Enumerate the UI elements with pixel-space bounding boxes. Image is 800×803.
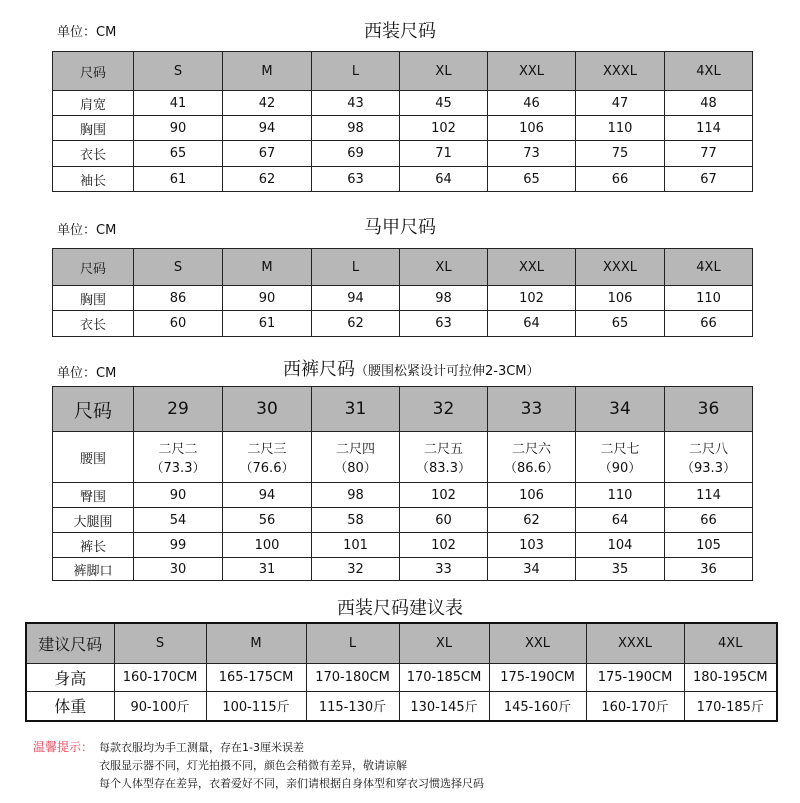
table-cell: 114 (665, 116, 753, 141)
table-cell: 二尺六 （86.6） (488, 432, 576, 483)
table-cell: 165-175CM (206, 663, 306, 691)
row-label: 衣长 (53, 311, 134, 337)
table-cell: 32 (400, 387, 488, 432)
table-cell: 160-170斤 (586, 691, 684, 721)
table-cell: 67 (665, 167, 753, 192)
table-cell: 65 (576, 311, 665, 337)
table-cell: 31 (223, 558, 312, 581)
row-label: 尺码 (53, 387, 134, 432)
table-row (53, 311, 753, 337)
table-cell: 64 (400, 167, 488, 192)
table-cell: L (312, 52, 400, 91)
table-cell: S (114, 623, 206, 663)
table-cell: L (312, 249, 400, 286)
table-row (26, 691, 777, 721)
table-cell: 106 (576, 286, 665, 311)
table-cell: 106 (488, 116, 576, 141)
table-cell: 160-170CM (114, 663, 206, 691)
table-cell: 100-115斤 (206, 691, 306, 721)
table-row (53, 432, 753, 483)
table-cell: 170-180CM (306, 663, 399, 691)
note-line: 衣服显示器不同，灯光拍摄不同，颜色会稍微有差异，敬请谅解 (99, 759, 407, 772)
table-cell: 二尺二 （73.3） (134, 432, 223, 483)
table-cell: 62 (488, 508, 576, 533)
table-cell: 75 (576, 141, 665, 167)
table-cell: XL (400, 249, 488, 286)
table-cell: 98 (312, 483, 400, 508)
table-cell: 61 (223, 311, 312, 337)
suit-size-table (52, 51, 753, 192)
suit-unit: 单位：CM (57, 25, 117, 40)
table-cell: S (134, 52, 223, 91)
table-cell: 101 (312, 533, 400, 558)
table-cell: 60 (400, 508, 488, 533)
table-cell: 56 (223, 508, 312, 533)
suit-title: 西装尺码 (364, 21, 436, 42)
table-cell: 90 (223, 286, 312, 311)
table-row (53, 116, 753, 141)
row-label: 衣长 (53, 141, 134, 167)
table-cell: S (134, 249, 223, 286)
table-cell: 64 (488, 311, 576, 337)
table-cell: 66 (576, 167, 665, 192)
table-cell: 34 (576, 387, 665, 432)
row-label: 身高 (26, 663, 114, 691)
table-cell: 二尺七 （90） (576, 432, 665, 483)
table-cell: 62 (223, 167, 312, 192)
note-line: 每款衣服均为手工测量，存在1-3厘米误差 (99, 741, 304, 754)
table-cell: 二尺五 （83.3） (400, 432, 488, 483)
table-row (53, 533, 753, 558)
table-cell: 33 (488, 387, 576, 432)
row-label: 体重 (26, 691, 114, 721)
table-cell: 二尺三 （76.6） (223, 432, 312, 483)
table-cell: 二尺四 （80） (312, 432, 400, 483)
row-label: 腰围 (53, 432, 134, 483)
table-cell: 94 (223, 483, 312, 508)
row-label: 胸围 (53, 286, 134, 311)
table-cell: 170-185斤 (684, 691, 777, 721)
table-row (53, 141, 753, 167)
row-label: 尺码 (53, 249, 134, 286)
table-cell: 67 (223, 141, 312, 167)
table-cell: 32 (312, 558, 400, 581)
table-cell: 4XL (665, 52, 753, 91)
pants-size-table (52, 386, 753, 581)
pants-unit: 单位：CM (57, 366, 117, 381)
table-cell: XXXL (586, 623, 684, 663)
advice-title: 西装尺码建议表 (337, 598, 463, 619)
row-label: 建议尺码 (26, 623, 114, 663)
table-cell: 63 (312, 167, 400, 192)
table-cell: 100 (223, 533, 312, 558)
table-cell: 110 (665, 286, 753, 311)
table-cell: 99 (134, 533, 223, 558)
table-cell: L (306, 623, 399, 663)
table-cell: 4XL (665, 249, 753, 286)
table-cell: 175-190CM (489, 663, 586, 691)
table-cell: 102 (488, 286, 576, 311)
table-cell: 175-190CM (586, 663, 684, 691)
table-cell: 106 (488, 483, 576, 508)
table-cell: 114 (665, 483, 753, 508)
table-cell: 180-195CM (684, 663, 777, 691)
table-cell: 58 (312, 508, 400, 533)
table-cell: XXXL (576, 52, 665, 91)
row-label: 裤脚口 (53, 558, 134, 581)
pants-subtitle: （腰围松紧设计可拉伸2-3CM） (355, 364, 540, 379)
table-cell: 110 (576, 116, 665, 141)
table-cell: 103 (488, 533, 576, 558)
table-cell: 102 (400, 483, 488, 508)
table-cell: XXL (488, 52, 576, 91)
table-cell: 65 (488, 167, 576, 192)
table-cell: 41 (134, 91, 223, 116)
table-cell: 43 (312, 91, 400, 116)
table-cell: 36 (665, 558, 753, 581)
table-row (53, 558, 753, 581)
table-cell: XXL (489, 623, 586, 663)
row-label: 袖长 (53, 167, 134, 192)
table-cell: 90 (134, 483, 223, 508)
table-cell: 77 (665, 141, 753, 167)
table-cell: 48 (665, 91, 753, 116)
table-cell: 71 (400, 141, 488, 167)
table-cell: 63 (400, 311, 488, 337)
table-cell: 170-185CM (399, 663, 489, 691)
table-cell: 42 (223, 91, 312, 116)
row-label: 裤长 (53, 533, 134, 558)
table-cell: 64 (576, 508, 665, 533)
table-cell: 61 (134, 167, 223, 192)
pants-title: 西裤尺码 (283, 359, 355, 380)
row-label: 尺码 (53, 52, 134, 91)
header-row (53, 249, 753, 286)
table-cell: 102 (400, 116, 488, 141)
notes-label: 温馨提示： (33, 740, 94, 754)
table-cell: 98 (400, 286, 488, 311)
table-cell: 90-100斤 (114, 691, 206, 721)
table-cell: 35 (576, 558, 665, 581)
table-cell: 98 (312, 116, 400, 141)
table-cell: XL (399, 623, 489, 663)
table-row (26, 663, 777, 691)
table-cell: 4XL (684, 623, 777, 663)
table-cell: 66 (665, 508, 753, 533)
table-cell: M (223, 52, 312, 91)
vest-title: 马甲尺码 (364, 217, 436, 238)
table-cell: M (206, 623, 306, 663)
vest-size-table (52, 248, 753, 337)
table-cell: 31 (312, 387, 400, 432)
table-cell: XXXL (576, 249, 665, 286)
table-cell: 145-160斤 (489, 691, 586, 721)
table-cell: 29 (134, 387, 223, 432)
table-row (53, 483, 753, 508)
row-label: 大腿围 (53, 508, 134, 533)
note-line: 每个人体型存在差异，衣着爱好不同，亲们请根据自身体型和穿衣习惯选择尺码 (99, 777, 484, 790)
row-label: 肩宽 (53, 91, 134, 116)
table-cell: 60 (134, 311, 223, 337)
table-cell: 45 (400, 91, 488, 116)
table-cell: M (223, 249, 312, 286)
table-cell: 30 (223, 387, 312, 432)
table-cell: 86 (134, 286, 223, 311)
table-cell: 47 (576, 91, 665, 116)
header-row (53, 52, 753, 91)
table-row (53, 508, 753, 533)
table-cell: 94 (223, 116, 312, 141)
table-row (53, 91, 753, 116)
table-cell: 36 (665, 387, 753, 432)
table-cell: 33 (400, 558, 488, 581)
table-row (53, 286, 753, 311)
table-cell: 73 (488, 141, 576, 167)
header-row (53, 387, 753, 432)
table-cell: 105 (665, 533, 753, 558)
table-cell: 65 (134, 141, 223, 167)
table-cell: 46 (488, 91, 576, 116)
row-label: 臀围 (53, 483, 134, 508)
table-cell: 54 (134, 508, 223, 533)
table-cell: 62 (312, 311, 400, 337)
header-row (26, 623, 777, 663)
table-cell: 130-145斤 (399, 691, 489, 721)
table-cell: 69 (312, 141, 400, 167)
table-cell: 34 (488, 558, 576, 581)
table-cell: 104 (576, 533, 665, 558)
table-cell: 66 (665, 311, 753, 337)
table-cell: 115-130斤 (306, 691, 399, 721)
vest-unit: 单位：CM (57, 223, 117, 238)
table-cell: 90 (134, 116, 223, 141)
table-cell: XXL (488, 249, 576, 286)
table-cell: 30 (134, 558, 223, 581)
table-cell: 94 (312, 286, 400, 311)
table-cell: 二尺八 （93.3） (665, 432, 753, 483)
table-cell: 110 (576, 483, 665, 508)
table-cell: 102 (400, 533, 488, 558)
advice-size-table (25, 622, 778, 722)
table-row (53, 167, 753, 192)
table-cell: XL (400, 52, 488, 91)
row-label: 胸围 (53, 116, 134, 141)
